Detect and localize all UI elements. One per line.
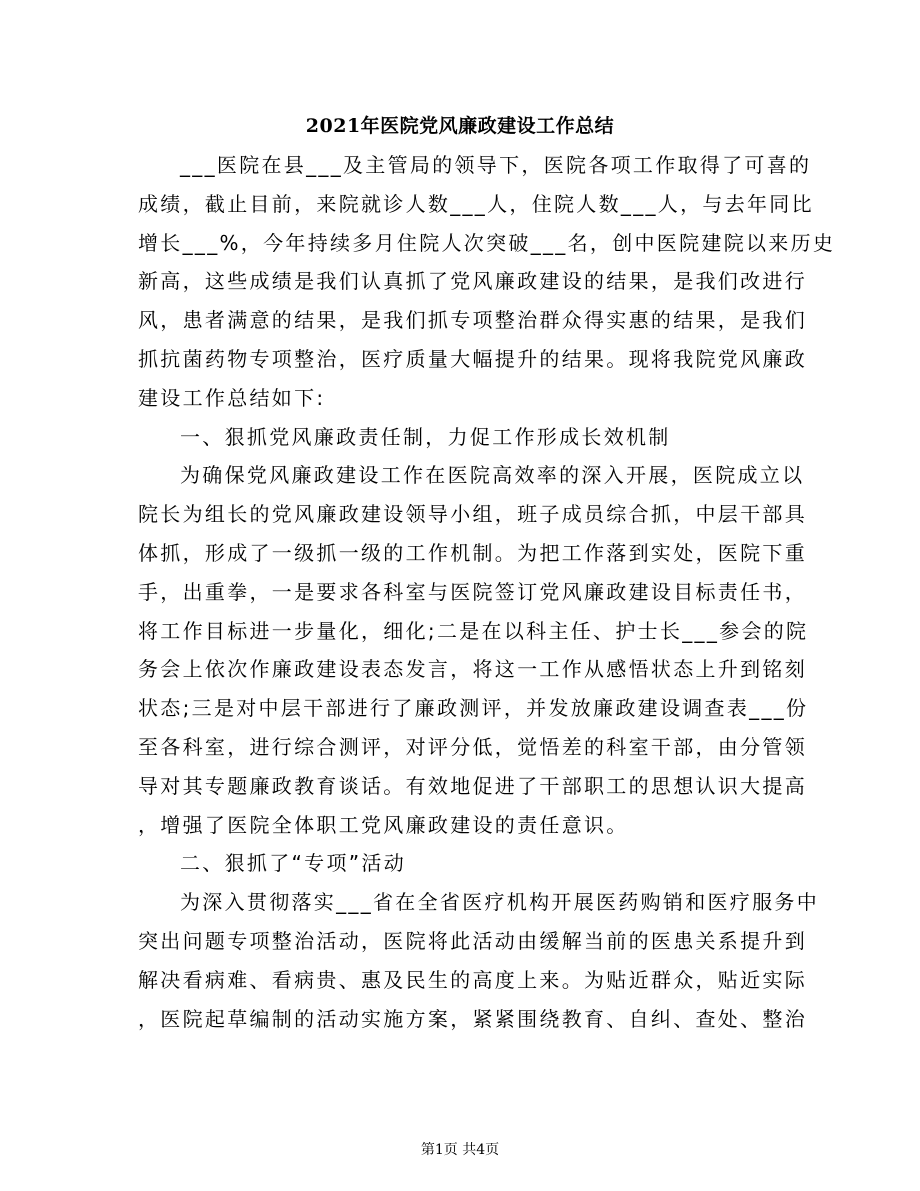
body-line: 院长为组长的党风廉政建设领导小组，班子成员综合抓，中层干部具 bbox=[138, 502, 807, 527]
body-line: 新高，这些成绩是我们认真抓了党风廉政建设的结果，是我们改进行 bbox=[138, 269, 807, 294]
body-line: 为确保党风廉政建设工作在医院高效率的深入开展，医院成立以 bbox=[180, 463, 805, 488]
body-line: 抓抗菌药物专项整治，医疗质量大幅提升的结果。现将我院党风廉政 bbox=[138, 346, 807, 371]
body-line: 体抓，形成了一级抓一级的工作机制。为把工作落到实处，医院下重 bbox=[138, 540, 807, 565]
body-line: 为深入贯彻落实___省在全省医疗机构开展医药购销和医疗服务中 bbox=[180, 890, 819, 915]
page-footer: 第1页 共4页 bbox=[420, 1142, 500, 1158]
body-line: 建设工作总结如下: bbox=[138, 385, 326, 410]
body-line: 解决看病难、看病贵、惠及民生的高度上来。为贴近群众，贴近实际 bbox=[138, 967, 807, 992]
body-line: 状态;三是对中层干部进行了廉政测评，并发放廉政建设调查表___份 bbox=[138, 696, 809, 721]
body-line: 风，患者满意的结果，是我们抓专项整治群众得实惠的结果，是我们 bbox=[138, 308, 807, 333]
body-line: 将工作目标进一步量化，细化;二是在以科主任、护士长___参会的院 bbox=[138, 618, 809, 643]
body-line: ，增强了医院全体职工党风廉政建设的责任意识。 bbox=[138, 812, 629, 837]
body-line: 增长___%，今年持续多月住院人次突破___名，创中医院建院以来历史 bbox=[138, 230, 836, 255]
document-body bbox=[138, 146, 836, 1038]
body-line: 成绩，截止目前，来院就诊人数___人，住院人数___人，与去年同比 bbox=[138, 191, 814, 216]
body-line: 导对其专题廉政教育谈话。有效地促进了干部职工的思想认识大提高 bbox=[138, 773, 807, 798]
section-heading: 二、狠抓了“专项”活动 bbox=[180, 851, 407, 876]
body-line: ___医院在县___及主管局的领导下，医院各项工作取得了可喜的 bbox=[180, 153, 812, 177]
body-line: 突出问题专项整治活动，医院将此活动由缓解当前的医患关系提升到 bbox=[138, 928, 807, 953]
section-heading: 一、狠抓党风廉政责任制，力促工作形成长效机制 bbox=[180, 424, 671, 449]
body-line: 至各科室，进行综合测评，对评分低，觉悟差的科室干部，由分管领 bbox=[138, 734, 807, 759]
document-title: 2021年医院党风廉政建设工作总结 bbox=[305, 115, 615, 137]
body-line: 务会上依次作廉政建设表态发言，将这一工作从感悟状态上升到铭刻 bbox=[138, 657, 807, 682]
body-line: 手，出重拳，一是要求各科室与医院签订党风廉政建设目标责任书， bbox=[138, 579, 807, 604]
body-line: ，医院起草编制的活动实施方案，紧紧围绕教育、自纠、查处、整治 bbox=[138, 1006, 807, 1031]
